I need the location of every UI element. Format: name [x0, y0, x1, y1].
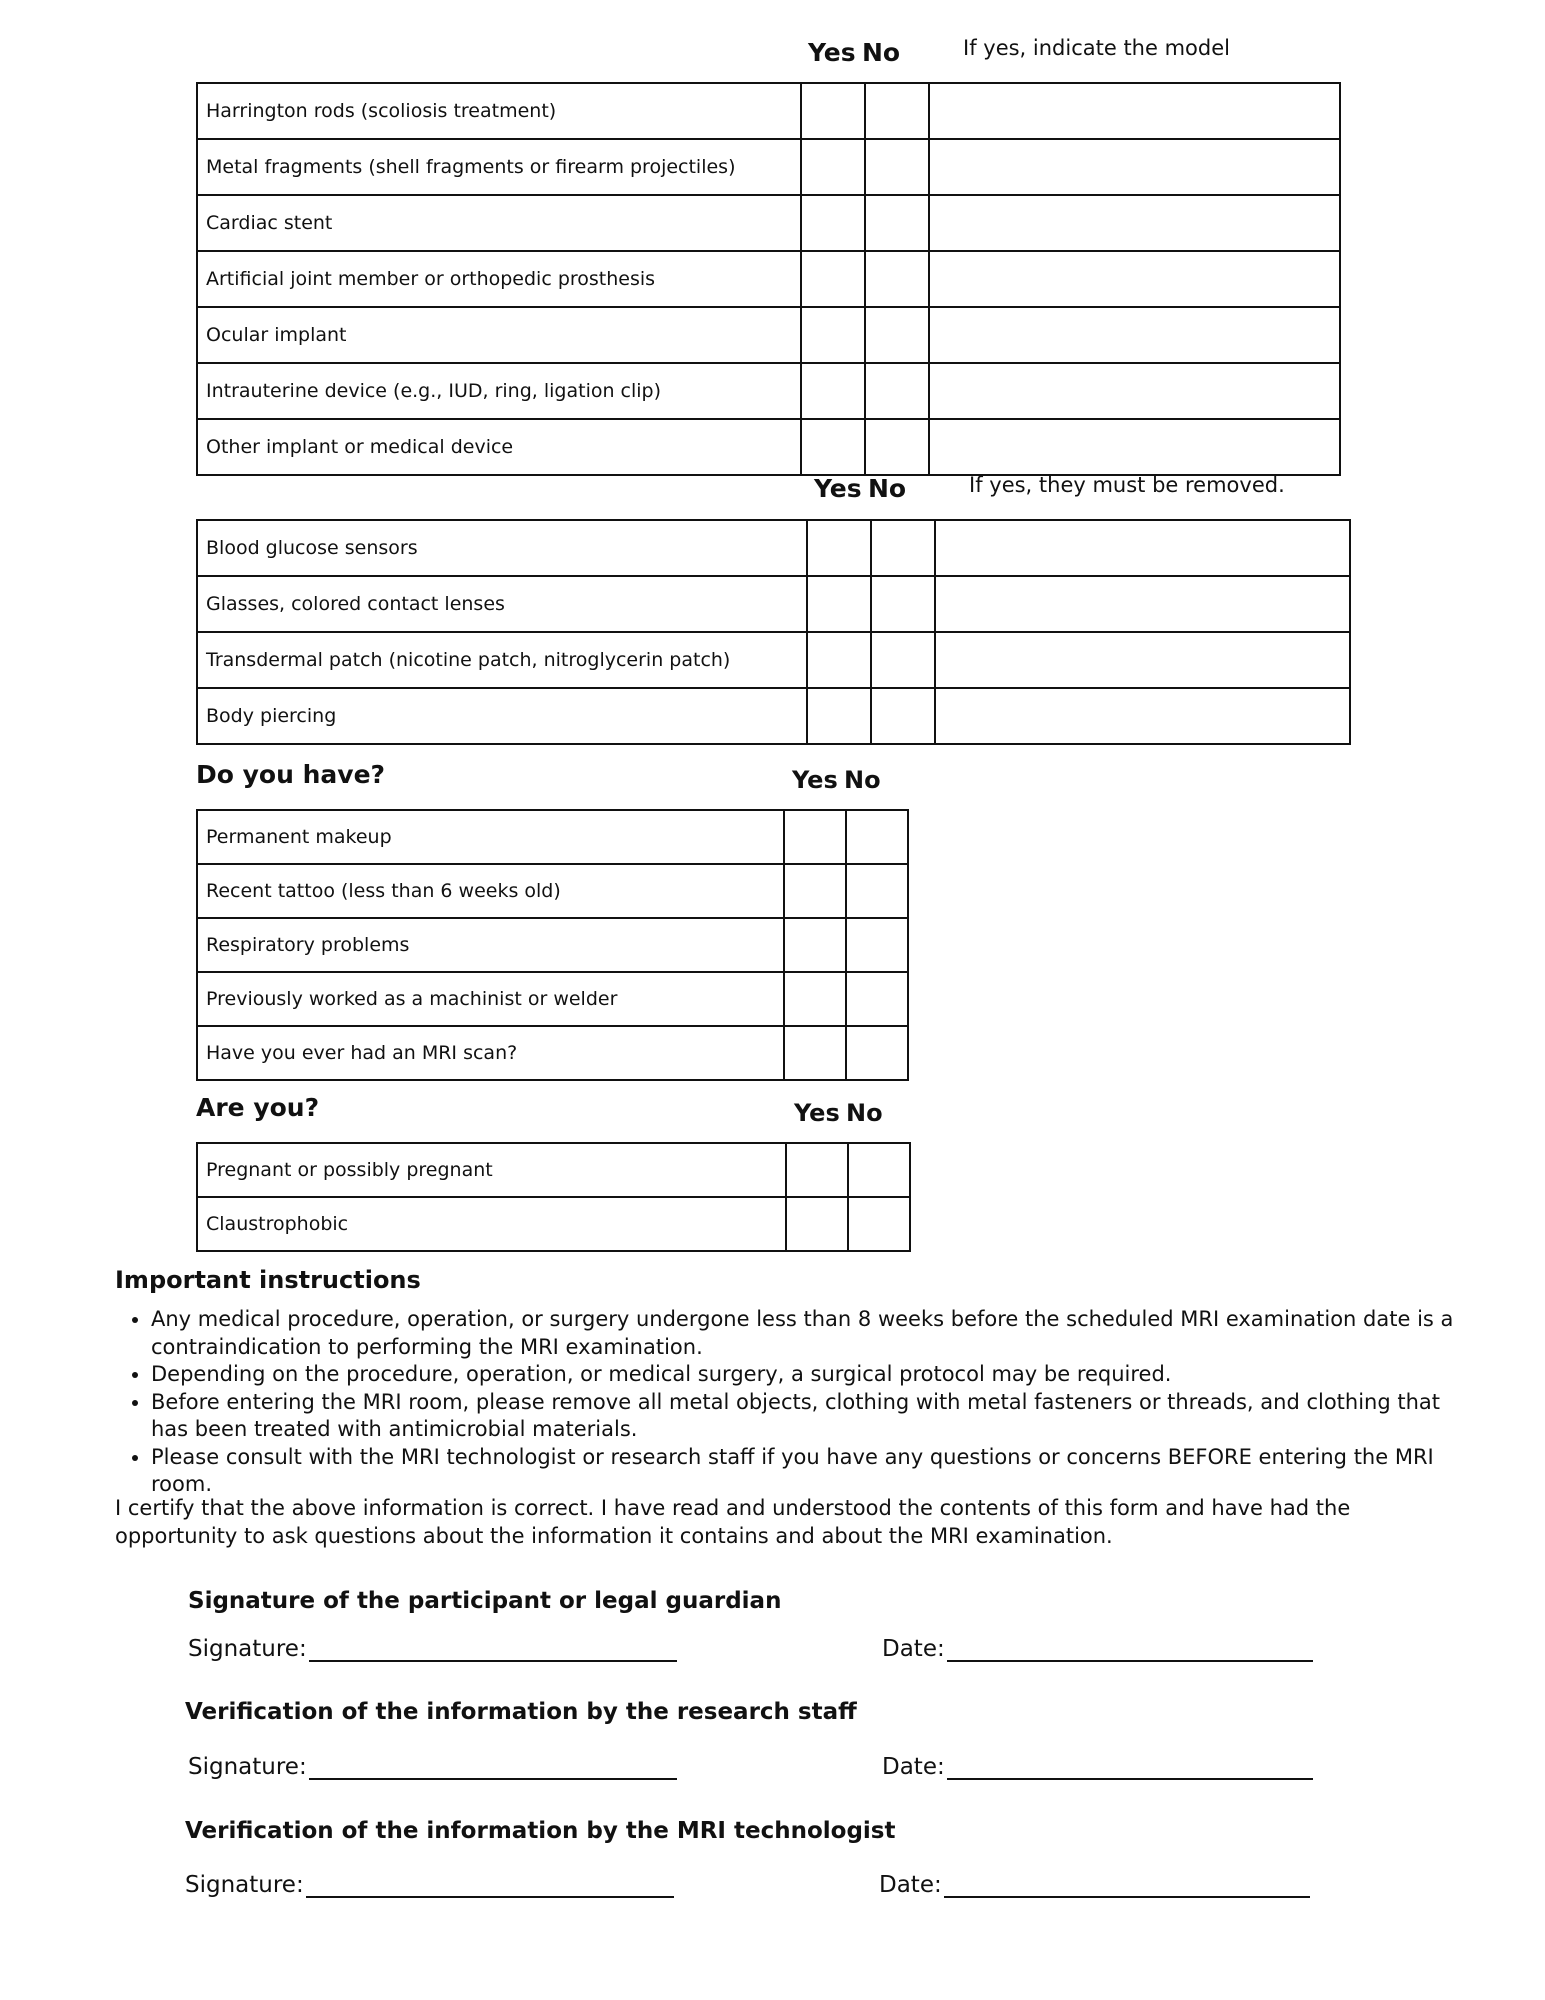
table-row: [197, 363, 1340, 419]
yes-checkbox[interactable]: [784, 864, 846, 918]
table-row: [197, 1143, 910, 1197]
row-label: Respiratory problems: [197, 918, 784, 972]
table-row: [197, 972, 908, 1026]
no-checkbox[interactable]: [871, 632, 935, 688]
section1-yes-header: Yes: [808, 38, 856, 67]
instruction-item: • Depending on the procedure, operation, or medical surgery, a surgical protocol may be required.: [151, 1361, 1471, 1389]
table-row: [197, 918, 908, 972]
section2-yes-header: Yes: [814, 474, 862, 503]
yes-checkbox[interactable]: [801, 83, 865, 139]
technologist-date-field[interactable]: [944, 1874, 1310, 1898]
implants-table: [196, 82, 1341, 476]
yes-checkbox[interactable]: [786, 1143, 848, 1197]
row-label: Pregnant or possibly pregnant: [197, 1143, 786, 1197]
table-row: [197, 139, 1340, 195]
yes-checkbox[interactable]: [801, 195, 865, 251]
row-label: Permanent makeup: [197, 810, 784, 864]
instructions-title: Important instructions: [115, 1266, 421, 1294]
section1-note: If yes, indicate the model: [963, 36, 1230, 60]
no-checkbox[interactable]: [846, 810, 908, 864]
section4-yes-header: Yes: [794, 1099, 840, 1127]
table-row: [197, 307, 1340, 363]
model-input[interactable]: [929, 363, 1340, 419]
model-input[interactable]: [929, 139, 1340, 195]
table-row: [197, 419, 1340, 475]
no-checkbox[interactable]: [865, 363, 929, 419]
table-row: [197, 688, 1350, 744]
yes-checkbox[interactable]: [801, 139, 865, 195]
row-label: Glasses, colored contact lenses: [197, 576, 807, 632]
no-checkbox[interactable]: [846, 972, 908, 1026]
no-checkbox[interactable]: [846, 918, 908, 972]
removal-input[interactable]: [935, 632, 1350, 688]
row-label: Ocular implant: [197, 307, 801, 363]
certification-statement: I certify that the above information is correct. I have read and understood the contents of this form and have had the opportunity to ask questions about the information it contains and about the MRI examination.: [115, 1496, 1351, 1548]
section2-note: If yes, they must be removed.: [969, 473, 1285, 497]
no-checkbox[interactable]: [871, 576, 935, 632]
yes-checkbox[interactable]: [784, 810, 846, 864]
model-input[interactable]: [929, 83, 1340, 139]
technologist-date-line: [879, 1872, 1310, 1898]
section3-yes-header: Yes: [792, 766, 838, 794]
table-row: [197, 520, 1350, 576]
row-label: Body piercing: [197, 688, 807, 744]
do-you-have-table: [196, 809, 909, 1081]
row-label: Metal fragments (shell fragments or firearm projectiles): [197, 139, 801, 195]
row-label: Have you ever had an MRI scan?: [197, 1026, 784, 1080]
table-row: [197, 83, 1340, 139]
yes-checkbox[interactable]: [786, 1197, 848, 1251]
no-checkbox[interactable]: [865, 195, 929, 251]
section1-no-header: No: [862, 38, 901, 67]
yes-checkbox[interactable]: [807, 520, 871, 576]
model-input[interactable]: [929, 419, 1340, 475]
yes-checkbox[interactable]: [784, 1026, 846, 1080]
participant-signature-line: [188, 1636, 677, 1662]
no-checkbox[interactable]: [865, 307, 929, 363]
section2-no-header: No: [868, 474, 907, 503]
table-row: [197, 1197, 910, 1251]
staff-date-line: [882, 1754, 1313, 1780]
signature-label: Signature:: [188, 1636, 307, 1662]
section3-no-header: No: [844, 766, 881, 794]
table-row: [197, 251, 1340, 307]
model-input[interactable]: [929, 251, 1340, 307]
row-label: Blood glucose sensors: [197, 520, 807, 576]
yes-checkbox[interactable]: [784, 918, 846, 972]
date-label: Date:: [882, 1754, 945, 1780]
no-checkbox[interactable]: [865, 419, 929, 475]
staff-signature-field[interactable]: [309, 1756, 677, 1780]
row-label: Recent tattoo (less than 6 weeks old): [197, 864, 784, 918]
yes-checkbox[interactable]: [784, 972, 846, 1026]
no-checkbox[interactable]: [848, 1197, 910, 1251]
yes-checkbox[interactable]: [801, 419, 865, 475]
technologist-signature-line: [185, 1872, 674, 1898]
no-checkbox[interactable]: [848, 1143, 910, 1197]
instruction-item: • Before entering the MRI room, please remove all metal objects, clothing with metal fasteners or threads, and clothing that has been treated with antimicrobial materials.: [151, 1389, 1471, 1444]
date-label: Date:: [879, 1872, 942, 1898]
row-label: Intrauterine device (e.g., IUD, ring, ligation clip): [197, 363, 801, 419]
row-label: Previously worked as a machinist or welder: [197, 972, 784, 1026]
row-label: Other implant or medical device: [197, 419, 801, 475]
model-input[interactable]: [929, 195, 1340, 251]
signature-label: Signature:: [188, 1754, 307, 1780]
instruction-item: • Please consult with the MRI technologist or research staff if you have any questions or concerns BEFORE entering the MRI room.: [151, 1444, 1471, 1499]
staff-signature-line: [188, 1754, 677, 1780]
table-row: [197, 1026, 908, 1080]
removable-items-table: [196, 519, 1351, 745]
participant-date-field[interactable]: [947, 1638, 1313, 1662]
row-label: Harrington rods (scoliosis treatment): [197, 83, 801, 139]
table-row: [197, 632, 1350, 688]
participant-signature-title: Signature of the participant or legal guardian: [188, 1588, 782, 1614]
yes-checkbox[interactable]: [807, 632, 871, 688]
removal-input[interactable]: [935, 688, 1350, 744]
instruction-item: • Any medical procedure, operation, or surgery undergone less than 8 weeks before the scheduled MRI examination date is a contraindication to performing the MRI examination.: [151, 1306, 1471, 1361]
no-checkbox[interactable]: [865, 83, 929, 139]
row-label: Cardiac stent: [197, 195, 801, 251]
table-row: [197, 864, 908, 918]
no-checkbox[interactable]: [871, 520, 935, 576]
removal-input[interactable]: [935, 520, 1350, 576]
yes-checkbox[interactable]: [801, 307, 865, 363]
row-label: Transdermal patch (nicotine patch, nitroglycerin patch): [197, 632, 807, 688]
no-checkbox[interactable]: [865, 251, 929, 307]
participant-date-line: [882, 1636, 1313, 1662]
section4-no-header: No: [846, 1099, 883, 1127]
no-checkbox[interactable]: [865, 139, 929, 195]
table-row: [197, 576, 1350, 632]
no-checkbox[interactable]: [871, 688, 935, 744]
are-you-table: [196, 1142, 911, 1252]
are-you-title: Are you?: [196, 1093, 320, 1122]
instructions-list: [115, 1306, 1471, 1499]
table-row: [197, 195, 1340, 251]
yes-checkbox[interactable]: [807, 688, 871, 744]
yes-checkbox[interactable]: [801, 363, 865, 419]
signature-label: Signature:: [185, 1872, 304, 1898]
removal-input[interactable]: [935, 576, 1350, 632]
row-label: Artificial joint member or orthopedic prosthesis: [197, 251, 801, 307]
no-checkbox[interactable]: [846, 864, 908, 918]
staff-date-field[interactable]: [947, 1756, 1313, 1780]
technologist-signature-field[interactable]: [306, 1874, 674, 1898]
yes-checkbox[interactable]: [801, 251, 865, 307]
staff-verification-title: Verification of the information by the research staff: [185, 1699, 857, 1725]
technologist-verification-title: Verification of the information by the MRI technologist: [185, 1818, 896, 1844]
yes-checkbox[interactable]: [807, 576, 871, 632]
table-row: [197, 810, 908, 864]
no-checkbox[interactable]: [846, 1026, 908, 1080]
do-you-have-title: Do you have?: [196, 760, 386, 789]
date-label: Date:: [882, 1636, 945, 1662]
model-input[interactable]: [929, 307, 1340, 363]
participant-signature-field[interactable]: [309, 1638, 677, 1662]
row-label: Claustrophobic: [197, 1197, 786, 1251]
